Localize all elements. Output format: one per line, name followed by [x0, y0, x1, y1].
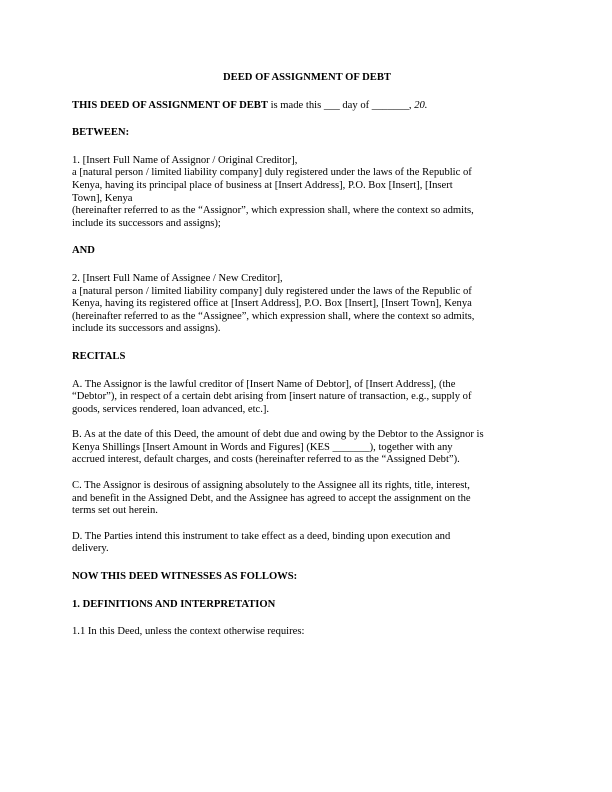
recital-a-line: goods, services rendered, loan advanced, etc.]. — [72, 403, 270, 415]
clause-1-1: 1.1 In this Deed, unless the context otherwise requires: — [72, 626, 305, 638]
party-2-line: Kenya, having its registered office at [Insert Address], P.O. Box [Insert], [Insert Town], Kenya — [72, 298, 472, 310]
opening-paragraph — [72, 100, 542, 113]
recitals-heading: RECITALS — [72, 350, 126, 362]
recital-c — [72, 480, 542, 518]
recital-c-line: and benefit in the Assigned Debt, and the Assignee has agreed to accept the assignment on the — [72, 492, 471, 504]
document-body — [72, 72, 542, 652]
document-title: DEED OF ASSIGNMENT OF DEBT — [223, 72, 391, 83]
party-1-line: 1. [Insert Full Name of Assignor / Original Creditor], — [72, 154, 298, 166]
opening-bold-text: THIS DEED OF ASSIGNMENT OF DEBT — [72, 99, 268, 111]
recital-c-line: C. The Assignor is desirous of assigning absolutely to the Assignee all its rights, title, interest, — [72, 480, 470, 492]
party-1-block — [72, 155, 542, 231]
party-2-line: (hereinafter referred to as the “Assignee”, which expression shall, where the context so admits, — [72, 310, 475, 322]
party-2-line: 2. [Insert Full Name of Assignee / New Creditor], — [72, 272, 283, 284]
recital-b-line: accrued interest, default charges, and costs (hereinafter referred to as the “Assigned Debt”). — [72, 454, 460, 466]
recital-d-line: D. The Parties intend this instrument to take effect as a deed, binding upon execution and — [72, 530, 451, 542]
party-2-line: include its successors and assigns). — [72, 323, 221, 335]
recital-d — [72, 531, 542, 556]
witnesses-heading: NOW THIS DEED WITNESSES AS FOLLOWS: — [72, 571, 298, 583]
party-1-line: Kenya, having its principal place of business at [Insert Address], P.O. Box [Insert], [Insert — [72, 179, 453, 191]
section-1-heading: 1. DEFINITIONS AND INTERPRETATION — [72, 598, 276, 610]
opening-text: is made this ___ day of _______, — [267, 99, 415, 111]
party-1-line: Town], Kenya — [72, 192, 133, 204]
recital-a-line: A. The Assignor is the lawful creditor of [Insert Name of Debtor], of [Insert Address], (the — [72, 378, 456, 390]
party-2-line: a [natural person / limited liability company] duly registered under the laws of the Republic of — [72, 285, 472, 297]
between-heading: BETWEEN: — [72, 127, 130, 139]
recital-a-line: “Debtor”), in respect of a certain debt arising from [insert nature of transaction, e.g., supply of — [72, 391, 472, 403]
recital-b — [72, 429, 542, 467]
party-1-line: (hereinafter referred to as the “Assignor”, which expression shall, where the context so admits, — [72, 205, 474, 217]
and-heading: AND — [72, 245, 95, 257]
party-1-line: a [natural person / limited liability company] duly registered under the laws of the Republic of — [72, 167, 472, 179]
recital-b-line: B. As at the date of this Deed, the amount of debt due and owing by the Debtor to the Assignor is — [72, 429, 484, 441]
recital-a — [72, 379, 542, 417]
party-1-line: include its successors and assigns); — [72, 217, 221, 229]
recital-c-line: terms set out herein. — [72, 505, 158, 517]
recital-d-line: delivery. — [72, 543, 109, 555]
recital-b-line: Kenya Shillings [Insert Amount in Words and Figures] (KES _______), together with any — [72, 441, 453, 453]
opening-year: 20. — [414, 99, 428, 111]
party-2-block — [72, 273, 542, 336]
